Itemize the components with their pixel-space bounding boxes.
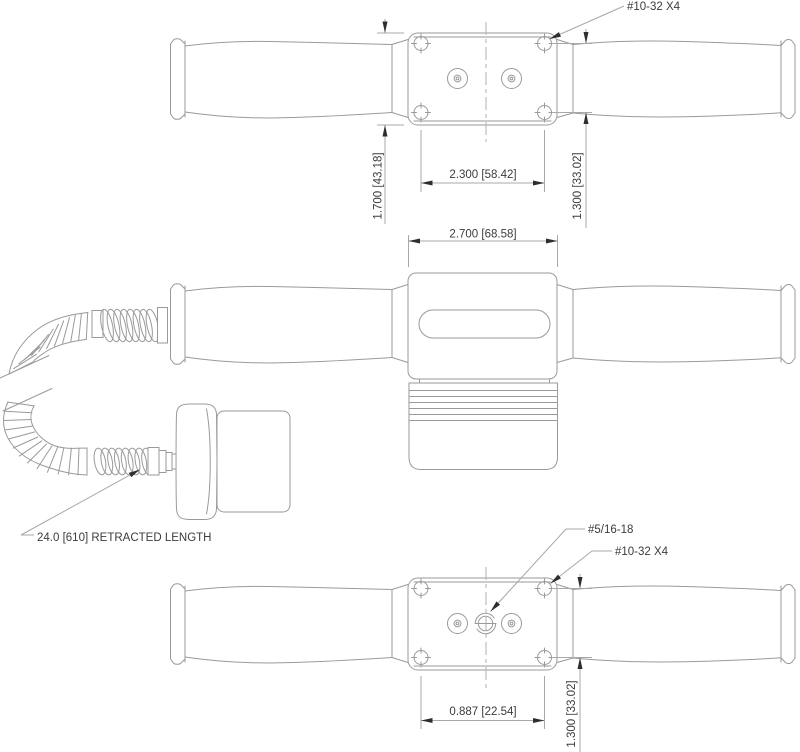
body-lower — [409, 383, 558, 470]
cable-connector — [176, 404, 290, 520]
screw-callout-label: #10-32 X4 — [627, 1, 681, 13]
center-body — [408, 273, 558, 470]
dim-center-label: 0.887 [22.54] — [449, 706, 517, 718]
left-handle — [171, 284, 409, 365]
right-handle — [557, 285, 795, 364]
connector-body — [217, 411, 290, 512]
body-upper — [408, 273, 557, 379]
dim-hole-span-label: 1.300 [33.02] — [566, 680, 578, 748]
dim-hole-span-label: 1.300 [33.02] — [572, 152, 584, 220]
left-handle — [171, 584, 409, 665]
cable-callout-label: 24.0 [610] RETRACTED LENGTH — [37, 532, 212, 544]
front-view — [0, 229, 795, 545]
upper-cable-run — [9, 308, 168, 375]
dim-height-label: 1.700 [43.18] — [372, 152, 385, 220]
dim-width-label: 2.300 [58.42] — [449, 169, 517, 181]
bottom-view — [171, 524, 796, 752]
lower-cable-run — [4, 402, 177, 476]
mount-plate — [408, 33, 557, 125]
coiled-cable — [0, 308, 290, 520]
connector-boot — [176, 404, 217, 520]
top-view — [171, 1, 796, 228]
screw-callout-label: #10-32 X4 — [615, 546, 669, 558]
dim-body-width-label: 2.700 [68.58] — [449, 228, 517, 241]
right-handle — [557, 585, 795, 664]
thread-callout-label: #5/16-18 — [588, 524, 634, 536]
right-handle — [557, 40, 795, 119]
left-handle — [171, 39, 409, 120]
center-threaded-hole — [475, 613, 496, 633]
